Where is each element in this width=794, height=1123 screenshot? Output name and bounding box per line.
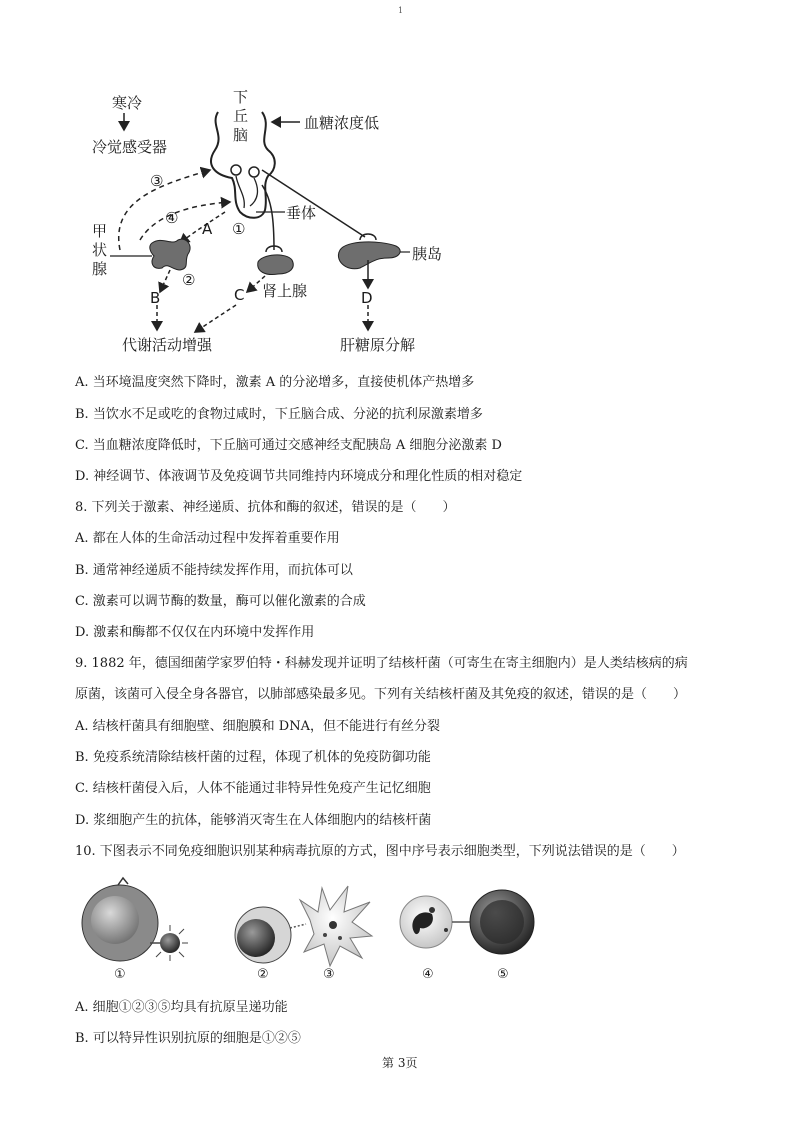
q8-option-b: B. 通常神经递质不能持续发挥作用，而抗体可以 <box>75 563 353 578</box>
cell-5-icon <box>470 890 534 954</box>
q9-option-a: A. 结核杆菌具有细胞壁、细胞膜和 DNA，但不能进行有丝分裂 <box>75 719 440 734</box>
q8-option-a: A. 都在人体的生命活动过程中发挥着重要作用 <box>75 531 340 546</box>
circled-number-1: ① <box>232 220 246 238</box>
q8-option-d: D. 激素和酶都不仅仅在内环境中发挥作用 <box>75 625 315 640</box>
hormone-label-c: C <box>234 286 245 304</box>
neuron-icon <box>231 165 241 175</box>
cell-label-1: ① <box>114 967 126 982</box>
cell-label-3: ③ <box>323 967 335 982</box>
page-number: 第 3页 <box>382 1056 418 1070</box>
label-low-blood-sugar: 血糖浓度低 <box>304 114 380 132</box>
hormone-label-a: A <box>202 220 213 238</box>
q8-option-c: C. 激素可以调节酶的数量，酶可以催化激素的合成 <box>75 594 366 609</box>
label-hypothalamus: 下丘脑 <box>233 88 249 144</box>
virus-icon <box>150 925 188 961</box>
label-thyroid: 甲状腺 <box>92 222 108 278</box>
neuron-icon <box>249 167 259 177</box>
q7-option-b: B. 当饮水不足或吃的食物过咸时，下丘脑合成、分泌的抗利尿激素增多 <box>75 407 483 422</box>
q7-option-c: C. 当血糖浓度降低时，下丘脑可通过交感神经支配胰岛 A 细胞分泌激素 D <box>75 438 502 453</box>
q9-option-d: D. 浆细胞产生的抗体，能够消灭寄生在人体细胞内的结核杆菌 <box>75 813 432 828</box>
label-pancreas: 胰岛 <box>412 245 443 263</box>
cell-2-icon <box>235 907 306 963</box>
q10-option-b: B. 可以特异性识别抗原的细胞是①②⑤ <box>75 1031 301 1046</box>
cell-label-4: ④ <box>422 967 434 982</box>
thyroid-shape <box>150 239 190 270</box>
q9-stem-line2: 原菌，该菌可入侵全身各器官，以肺部感染最多见。下列有关结核杆菌及其免疫的叙述，错误的是（ ） <box>75 687 687 702</box>
cell-3-icon <box>300 886 372 966</box>
circled-number-3: ③ <box>150 172 164 190</box>
circled-number-2: ② <box>182 271 196 289</box>
cell-4-icon <box>400 896 472 948</box>
label-adrenal: 肾上腺 <box>262 282 308 300</box>
nerve-to-adrenal <box>262 185 274 250</box>
q10-option-a: A. 细胞①②③⑤均具有抗原呈递功能 <box>75 1000 288 1015</box>
cell-1-icon <box>82 878 158 961</box>
pancreas-shape <box>338 242 400 269</box>
q8-stem: 8. 下列关于激素、神经递质、抗体和酶的叙述，错误的是（ ） <box>75 500 456 515</box>
page-header-mark: 1 <box>398 6 404 15</box>
label-metabolism: 代谢活动增强 <box>122 336 213 354</box>
endocrine-diagram-svg <box>0 0 794 370</box>
label-cold: 寒冷 <box>112 94 143 112</box>
q7-option-d: D. 神经调节、体液调节及免疫调节共同维持内环境成分和理化性质的相对稳定 <box>75 469 523 484</box>
q10-stem: 10. 下图表示不同免疫细胞识别某种病毒抗原的方式，图中序号表示细胞类型，下列说法错误的是（ ） <box>75 844 685 859</box>
adrenal-shape <box>258 255 293 275</box>
cell-label-5: ⑤ <box>497 967 509 982</box>
q9-stem-line1: 9. 1882 年，德国细菌学家罗伯特・科赫发现并证明了结核杆菌（可寄生在寄主细胞内）是人类结核病的病 <box>75 656 688 671</box>
label-pituitary: 垂体 <box>286 204 317 222</box>
cell-label-2: ② <box>257 967 269 982</box>
q9-option-b: B. 免疫系统清除结核杆菌的过程，体现了机体的免疫防御功能 <box>75 750 431 765</box>
hormone-label-d: D <box>361 289 373 307</box>
circled-number-4: ④ <box>165 209 179 227</box>
q7-option-a: A. 当环境温度突然下降时，激素 A 的分泌增多，直接使机体产热增多 <box>75 375 475 390</box>
label-glycogen: 肝糖原分解 <box>340 336 416 354</box>
q9-option-c: C. 结核杆菌侵入后，人体不能通过非特异性免疫产生记忆细胞 <box>75 781 431 796</box>
feedback-arrow-4 <box>140 202 230 240</box>
label-cold-receptor: 冷觉感受器 <box>92 138 168 156</box>
hormone-label-b: B <box>150 289 161 307</box>
